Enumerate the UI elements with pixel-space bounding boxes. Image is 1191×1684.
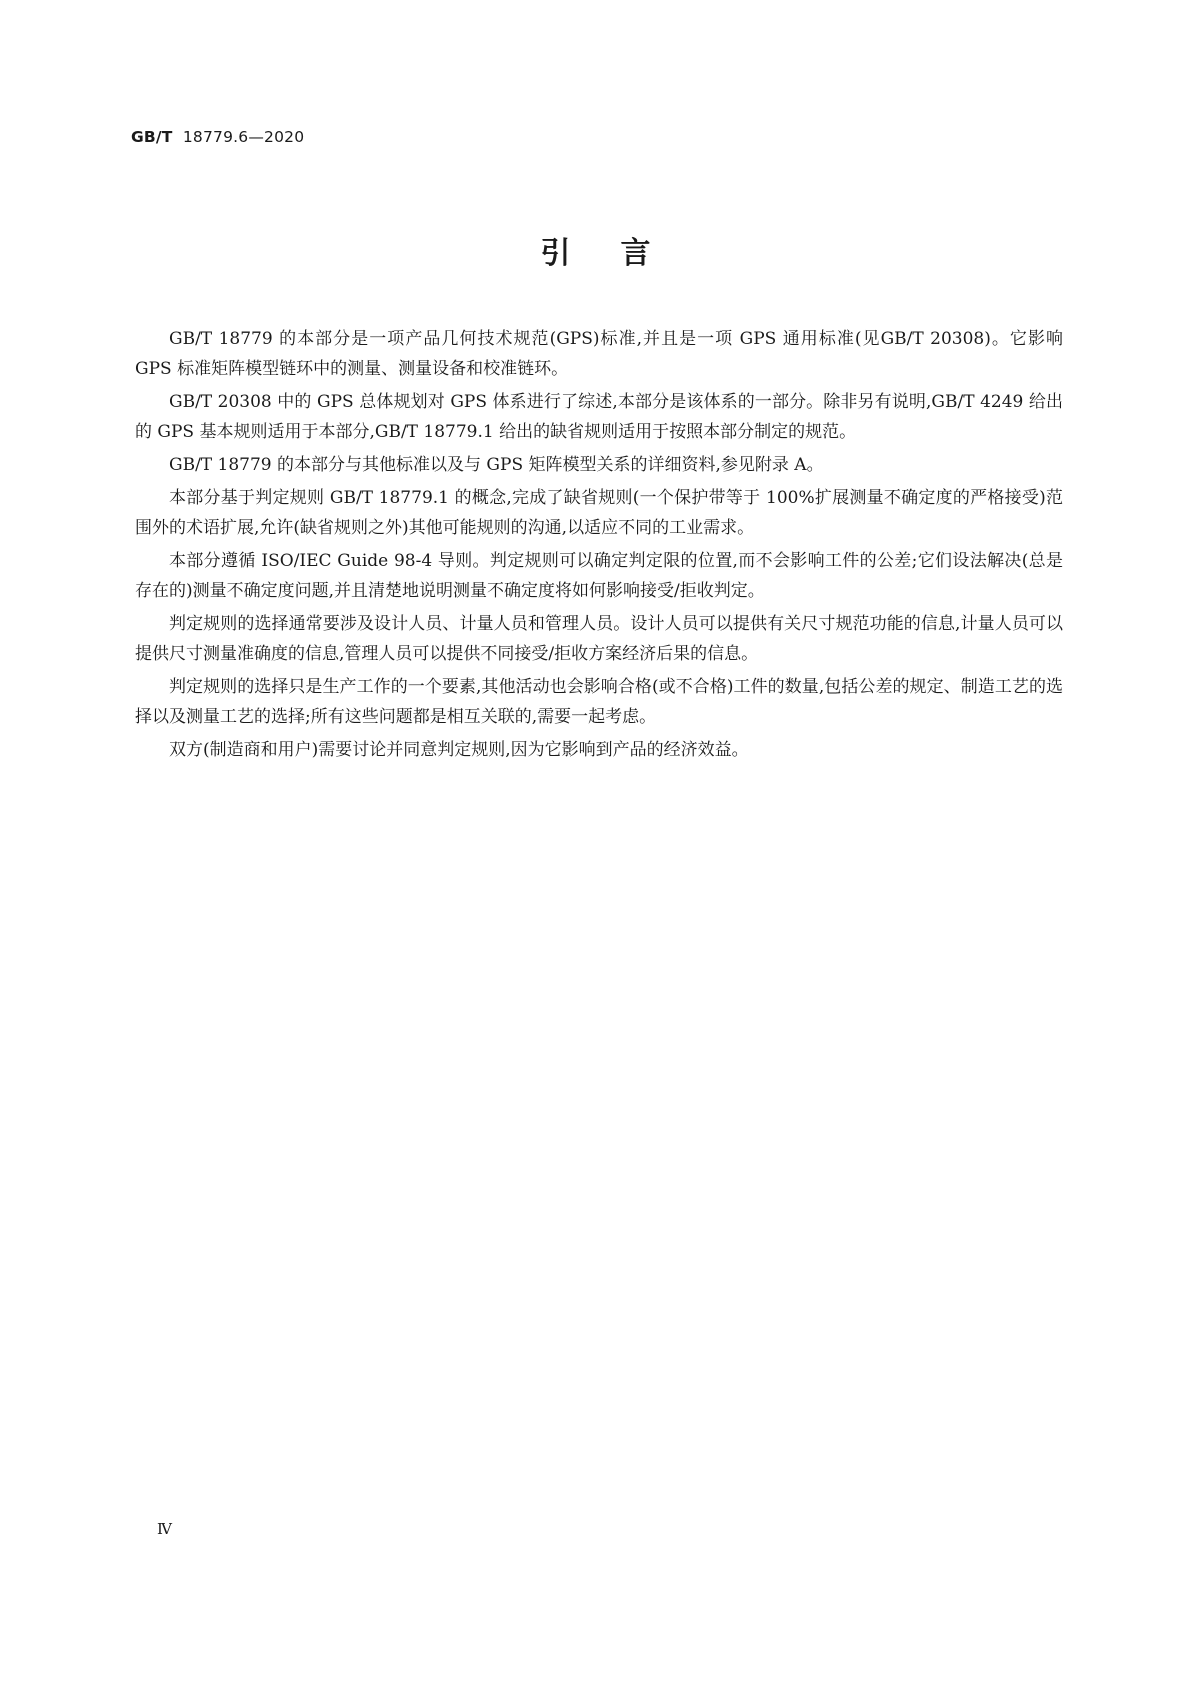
page-number: Ⅳ <box>157 1520 172 1538</box>
paragraph-3: GB/T 18779 的本部分与其他标准以及与 GPS 矩阵模型关系的详细资料,参见附录 A。 <box>169 455 824 475</box>
paragraph-7: 判定规则的选择只是生产工作的一个要素,其他活动也会影响合格(或不合格)工件的数量,包括公差的规定、制造工艺的选择以及测量工艺的选择;所有这些问题都是相互关联的,需要一起考虑。 <box>135 677 1063 727</box>
paragraph-1: GB/T 18779 的本部分是一项产品几何技术规范(GPS)标准,并且是一项 GPS 通用标准(见GB/T 20308)。它影响 GPS 标准矩阵模型链环中的测量、测量设备和校准链环。 <box>135 329 1063 379</box>
paragraph-8: 双方(制造商和用户)需要讨论并同意判定规则,因为它影响到产品的经济效益。 <box>169 740 749 760</box>
standard-prefix: GB/T <box>131 128 173 146</box>
paragraph-6: 判定规则的选择通常要涉及设计人员、计量人员和管理人员。设计人员可以提供有关尺寸规范功能的信息,计量人员可以提供尺寸测量准确度的信息,管理人员可以提供不同接受/拒收方案经济后果的信息。 <box>135 614 1063 664</box>
standard-code-header <box>131 128 304 146</box>
page-title: 引言 <box>540 236 701 271</box>
paragraph-5: 本部分遵循 ISO/IEC Guide 98-4 导则。判定规则可以确定判定限的位置,而不会影响工件的公差;它们设法解决(总是存在的)测量不确定度问题,并且清楚地说明测量不确定度将如何影响接受/拒收判定。 <box>135 551 1063 601</box>
paragraph-4: 本部分基于判定规则 GB/T 18779.1 的概念,完成了缺省规则(一个保护带等于 100%扩展测量不确定度的严格接受)范围外的术语扩展,允许(缺省规则之外)其他可能规则的沟通,以适应不同的工业需求。 <box>135 488 1063 538</box>
paragraph-2: GB/T 20308 中的 GPS 总体规划对 GPS 体系进行了综述,本部分是该体系的一部分。除非另有说明,GB/T 4249 给出的 GPS 基本规则适用于本部分,GB/T 18779.1 给出的缺省规则适用于按照本部分制定的规范。 <box>135 392 1063 442</box>
introduction-body <box>135 324 1063 768</box>
standard-number: 18779.6—2020 <box>182 128 305 146</box>
